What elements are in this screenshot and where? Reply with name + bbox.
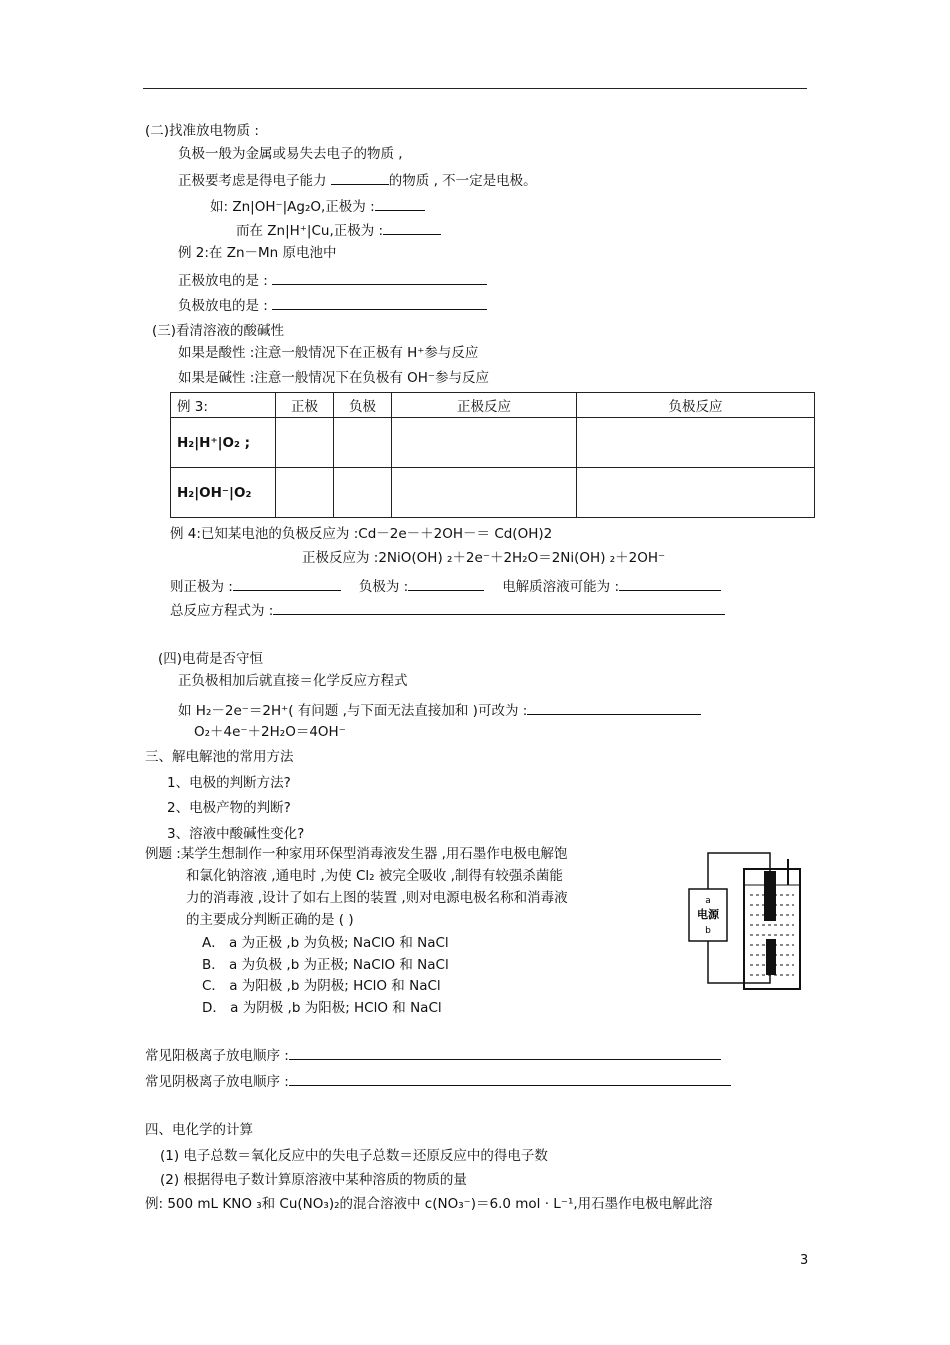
sec2-line-7: 负极放电的是 : xyxy=(178,295,487,315)
sec4-line-2: 如 H₂－2e⁻＝2H⁺( 有问题 ,与下面无法直接加和 )可改为 : xyxy=(178,700,701,720)
example-2: 例 2:在 Zn－Mn 原电池中 xyxy=(178,245,337,261)
sec2-line-3: 如: Zn|OH⁻|Ag₂O,正极为 : xyxy=(210,196,425,216)
table-header: 正极反应 xyxy=(392,393,577,418)
question-line-2: 和氯化钠溶液 ,通电时 ,为使 Cl₂ 被完全吸收 ,制得有较强杀菌能 xyxy=(186,868,563,884)
part-4-line-3: 例: 500 mL KNO ₃和 Cu(NO₃)₂的混合溶液中 c(NO₃⁻)＝6.0 mol · L⁻¹,用石墨作电极电解此溶 xyxy=(145,1196,713,1212)
table-row-label: H₂|H⁺|O₂ ; xyxy=(171,418,276,468)
option-c: C． a 为阳极 ,b 为阴极; HClO 和 NaCl xyxy=(202,978,441,994)
question-line-1: 例题 :某学生想制作一种家用环保型消毒液发生器 ,用石墨作电极电解饱 xyxy=(145,846,568,862)
header-rule xyxy=(143,88,807,89)
list-item: 2、电极产物的判断? xyxy=(167,800,291,816)
figure-label-power: 电源 xyxy=(697,908,719,921)
list-item: 3、溶液中酸碱性变化? xyxy=(167,826,305,842)
question-line-3: 力的消毒液 ,设计了如右上图的装置 ,则对电源电极名称和消毒液 xyxy=(186,890,568,906)
sec4-line-3: O₂＋4e⁻＋2H₂O＝4OH⁻ xyxy=(194,724,346,740)
section-2-title: (二)找准放电物质 : xyxy=(145,123,259,139)
table-header: 例 3: xyxy=(171,393,276,418)
question-line-4: 的主要成分判断正确的是 ( ) xyxy=(186,912,354,928)
sec2-line-2: 正极要考虑是得电子能力 的物质 , 不一定是电极。 xyxy=(178,170,537,190)
anode-order-line: 常见阳极离子放电顺序 : xyxy=(145,1045,721,1065)
example-4-line-1: 例 4:已知某电池的负极反应为 :Cd－2e－＋2OH－＝ Cd(OH)2 xyxy=(170,526,553,542)
sec2-line-6: 正极放电的是 : xyxy=(178,270,487,290)
option-b: B． a 为负极 ,b 为正极; NaClO 和 NaCl xyxy=(202,957,449,973)
part-4-title: 四、电化学的计算 xyxy=(145,1122,253,1138)
electrolysis-apparatus-figure xyxy=(688,851,806,991)
cathode-order-line: 常见阴极离子放电顺序 : xyxy=(145,1071,731,1091)
sec2-line-1: 负极一般为金属或易失去电子的物质 , xyxy=(178,146,403,162)
table-row-label: H₂|OH⁻|O₂ xyxy=(171,468,276,518)
page-number: 3 xyxy=(800,1253,809,1268)
example-4-line-2: 正极反应为 :2NiO(OH) ₂＋2e⁻＋2H₂O＝2Ni(OH) ₂＋2OH⁻ xyxy=(302,550,666,566)
section-3-title: (三)看清溶液的酸碱性 xyxy=(152,323,285,339)
table-header: 负极 xyxy=(334,393,392,418)
example-4-line-3: 则正极为 : 负极为 : 电解质溶液可能为 : xyxy=(170,576,721,596)
list-item: 1、电极的判断方法? xyxy=(167,775,291,791)
figure-label-b: b xyxy=(705,926,711,936)
example-3-table xyxy=(170,392,815,518)
sec4-line-1: 正负极相加后就直接＝化学反应方程式 xyxy=(178,673,408,689)
sec3-line-1: 如果是酸性 :注意一般情况下在正极有 H⁺参与反应 xyxy=(178,345,479,361)
sec2-line-4: 而在 Zn|H⁺|Cu,正极为 : xyxy=(236,220,441,240)
section-4-title: (四)电荷是否守恒 xyxy=(158,651,264,667)
part-4-line-2: (2) 根据得电子数计算原溶液中某种溶质的物质的量 xyxy=(160,1172,467,1188)
table-header: 正极 xyxy=(276,393,334,418)
option-d: D． a 为阴极 ,b 为阳极; HClO 和 NaCl xyxy=(202,1000,442,1016)
example-4-line-4: 总反应方程式为 : xyxy=(170,600,725,620)
option-a: A． a 为正极 ,b 为负极; NaClO 和 NaCl xyxy=(202,935,449,951)
sec3-line-2: 如果是碱性 :注意一般情况下在负极有 OH⁻参与反应 xyxy=(178,370,490,386)
part-3-title: 三、解电解池的常用方法 xyxy=(145,749,294,765)
figure-label-a: a xyxy=(705,896,711,906)
part-4-line-1: (1) 电子总数＝氧化反应中的失电子总数＝还原反应中的得电子数 xyxy=(160,1148,548,1164)
table-header: 负极反应 xyxy=(577,393,815,418)
